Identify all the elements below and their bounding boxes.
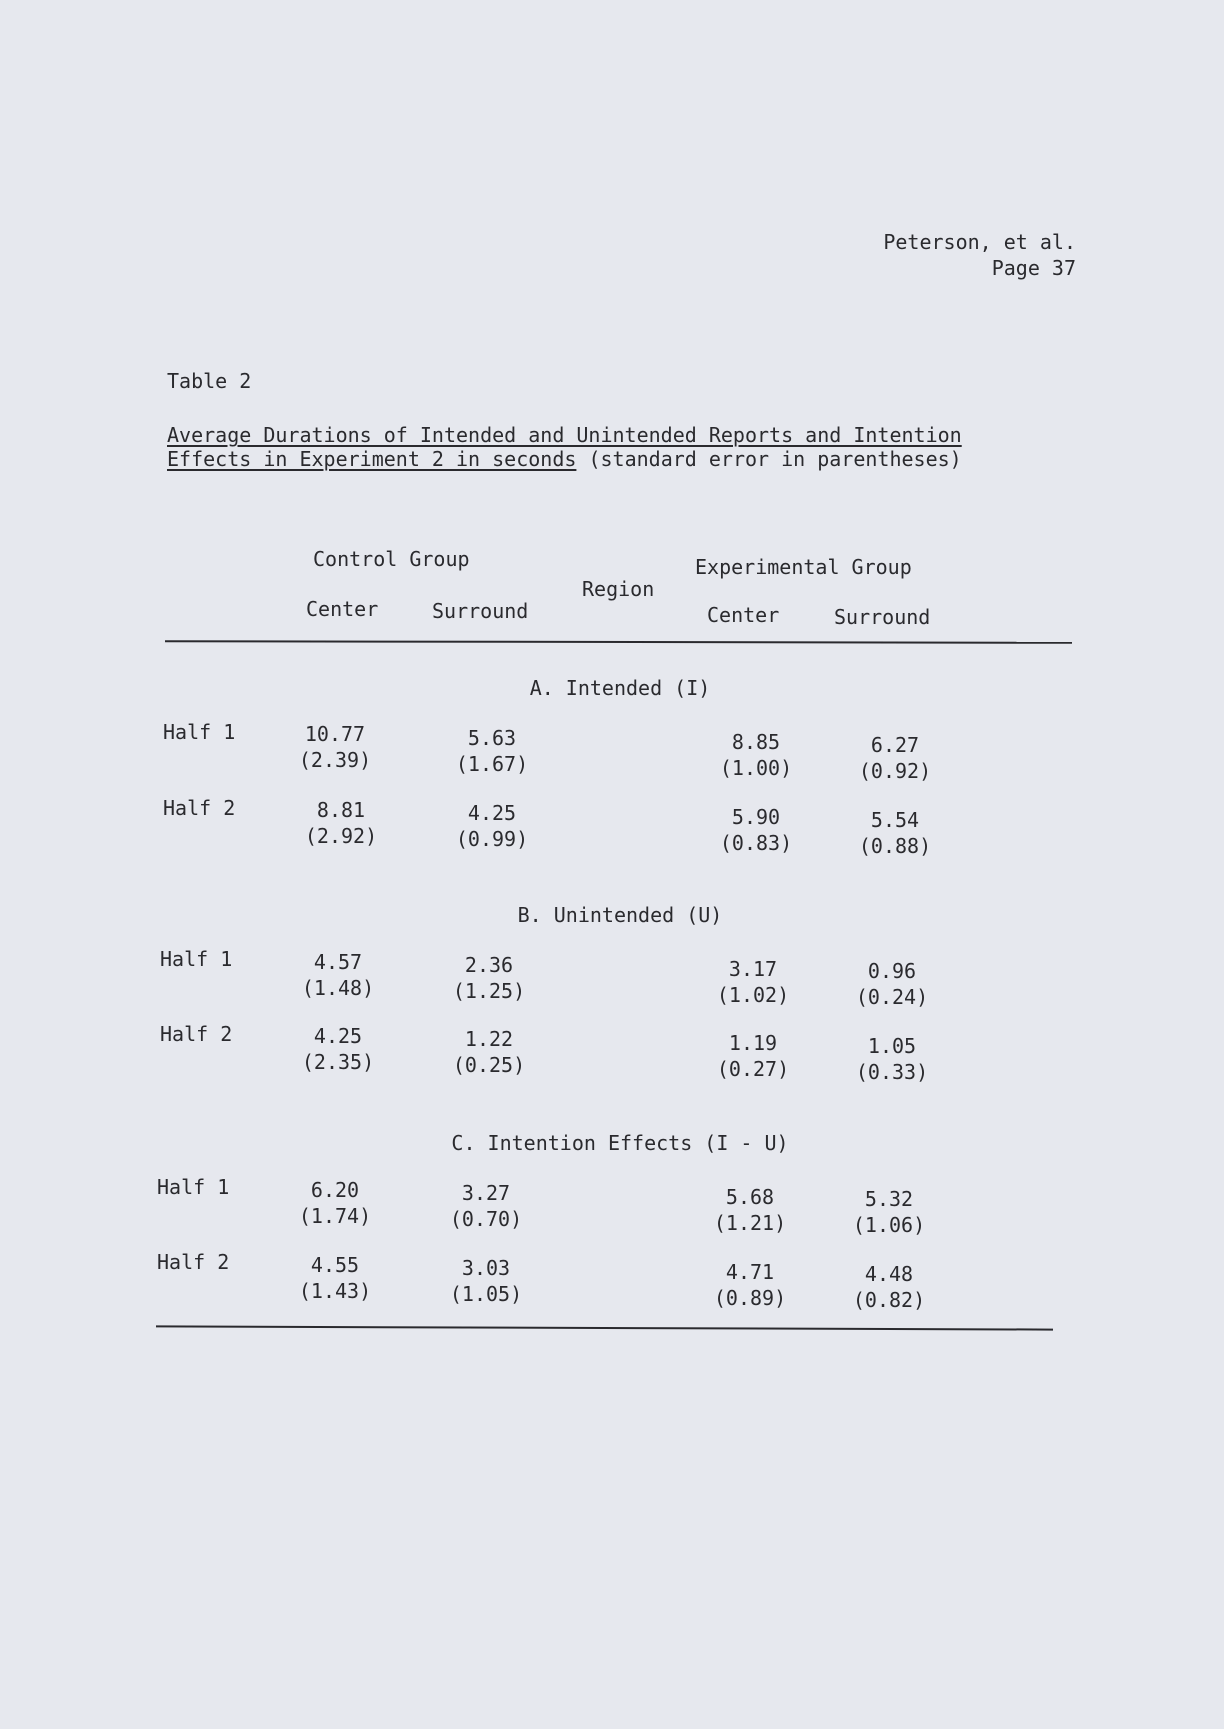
b-half2-control-surround-se: (0.25) bbox=[452, 1053, 526, 1077]
c-half2-exp-center-se: (0.89) bbox=[713, 1286, 787, 1310]
c-half2-control-center: 4.55 bbox=[310, 1253, 360, 1277]
c-half2-exp-surround: 4.48 bbox=[864, 1262, 914, 1286]
experimental-group-header: Experimental Group bbox=[695, 555, 912, 579]
a-half2-exp-surround: 5.54 bbox=[870, 808, 920, 832]
a-half2-control-center: 8.81 bbox=[316, 798, 366, 822]
row-label-a-half2: Half 2 bbox=[163, 796, 236, 820]
experimental-surround-header: Surround bbox=[834, 605, 931, 629]
c-half1-control-center-se: (1.74) bbox=[298, 1204, 372, 1228]
b-half1-exp-center: 3.17 bbox=[728, 957, 778, 981]
a-half1-exp-surround-se: (0.92) bbox=[858, 759, 932, 783]
running-header-author: Peterson, et al. bbox=[883, 230, 1076, 254]
b-half2-exp-center: 1.19 bbox=[728, 1031, 778, 1055]
section-title-intention-effects: C. Intention Effects (I - U) bbox=[451, 1131, 789, 1155]
b-half2-control-center-se: (2.35) bbox=[301, 1050, 375, 1074]
b-half2-control-surround: 1.22 bbox=[464, 1027, 514, 1051]
row-label-c-half2: Half 2 bbox=[157, 1250, 230, 1274]
experimental-center-header: Center bbox=[707, 603, 780, 627]
control-group-header: Control Group bbox=[313, 547, 470, 571]
c-half2-control-center-se: (1.43) bbox=[298, 1279, 372, 1303]
b-half1-exp-surround: 0.96 bbox=[867, 959, 917, 983]
a-half2-exp-center: 5.90 bbox=[731, 805, 781, 829]
table-label: Table 2 bbox=[167, 369, 252, 393]
a-half1-exp-center: 8.85 bbox=[731, 730, 781, 754]
a-half1-control-surround-se: (1.67) bbox=[455, 752, 529, 776]
a-half1-exp-center-se: (1.00) bbox=[719, 756, 793, 780]
c-half1-exp-center: 5.68 bbox=[725, 1185, 775, 1209]
control-center-header: Center bbox=[306, 597, 379, 621]
caption-title: Average Durations of Intended and Unintended Reports and Intention Effects in Experiment 2 in seconds bbox=[167, 423, 962, 471]
row-label-a-half1: Half 1 bbox=[163, 720, 236, 744]
b-half2-exp-center-se: (0.27) bbox=[716, 1057, 790, 1081]
b-half2-exp-surround: 1.05 bbox=[867, 1034, 917, 1058]
caption-note: (standard error in parentheses) bbox=[576, 447, 962, 471]
c-half2-exp-center: 4.71 bbox=[725, 1260, 775, 1284]
b-half1-control-surround-se: (1.25) bbox=[452, 979, 526, 1003]
row-label-b-half2: Half 2 bbox=[160, 1022, 233, 1046]
control-surround-header: Surround bbox=[432, 599, 529, 623]
c-half2-control-surround-se: (1.05) bbox=[449, 1282, 523, 1306]
a-half2-exp-center-se: (0.83) bbox=[719, 831, 793, 855]
a-half1-exp-surround: 6.27 bbox=[870, 733, 920, 757]
a-half2-control-surround-se: (0.99) bbox=[455, 827, 529, 851]
c-half2-exp-surround-se: (0.82) bbox=[852, 1288, 926, 1312]
bottom-rule bbox=[156, 1325, 1053, 1330]
a-half1-control-surround: 5.63 bbox=[467, 726, 517, 750]
b-half1-control-center: 4.57 bbox=[313, 950, 363, 974]
row-label-b-half1: Half 1 bbox=[160, 947, 233, 971]
c-half1-exp-center-se: (1.21) bbox=[713, 1211, 787, 1235]
c-half2-control-surround: 3.03 bbox=[461, 1256, 511, 1280]
table-caption bbox=[167, 423, 1007, 471]
c-half1-control-surround: 3.27 bbox=[461, 1181, 511, 1205]
row-label-c-half1: Half 1 bbox=[157, 1175, 230, 1199]
b-half1-exp-surround-se: (0.24) bbox=[855, 985, 929, 1009]
b-half1-control-surround: 2.36 bbox=[464, 953, 514, 977]
a-half2-control-surround: 4.25 bbox=[467, 801, 517, 825]
c-half1-control-surround-se: (0.70) bbox=[449, 1207, 523, 1231]
b-half2-control-center: 4.25 bbox=[313, 1024, 363, 1048]
a-half1-control-center: 10.77 bbox=[304, 722, 366, 746]
b-half2-exp-surround-se: (0.33) bbox=[855, 1060, 929, 1084]
a-half2-control-center-se: (2.92) bbox=[304, 824, 378, 848]
header-rule bbox=[165, 640, 1072, 644]
b-half1-exp-center-se: (1.02) bbox=[716, 983, 790, 1007]
c-half1-control-center: 6.20 bbox=[310, 1178, 360, 1202]
c-half1-exp-surround-se: (1.06) bbox=[852, 1213, 926, 1237]
section-title-unintended: B. Unintended (U) bbox=[517, 903, 723, 927]
a-half1-control-center-se: (2.39) bbox=[298, 748, 372, 772]
a-half2-exp-surround-se: (0.88) bbox=[858, 834, 932, 858]
region-header: Region bbox=[582, 577, 655, 601]
c-half1-exp-surround: 5.32 bbox=[864, 1187, 914, 1211]
page-number: Page 37 bbox=[991, 256, 1076, 280]
section-title-intended: A. Intended (I) bbox=[529, 676, 711, 700]
b-half1-control-center-se: (1.48) bbox=[301, 976, 375, 1000]
